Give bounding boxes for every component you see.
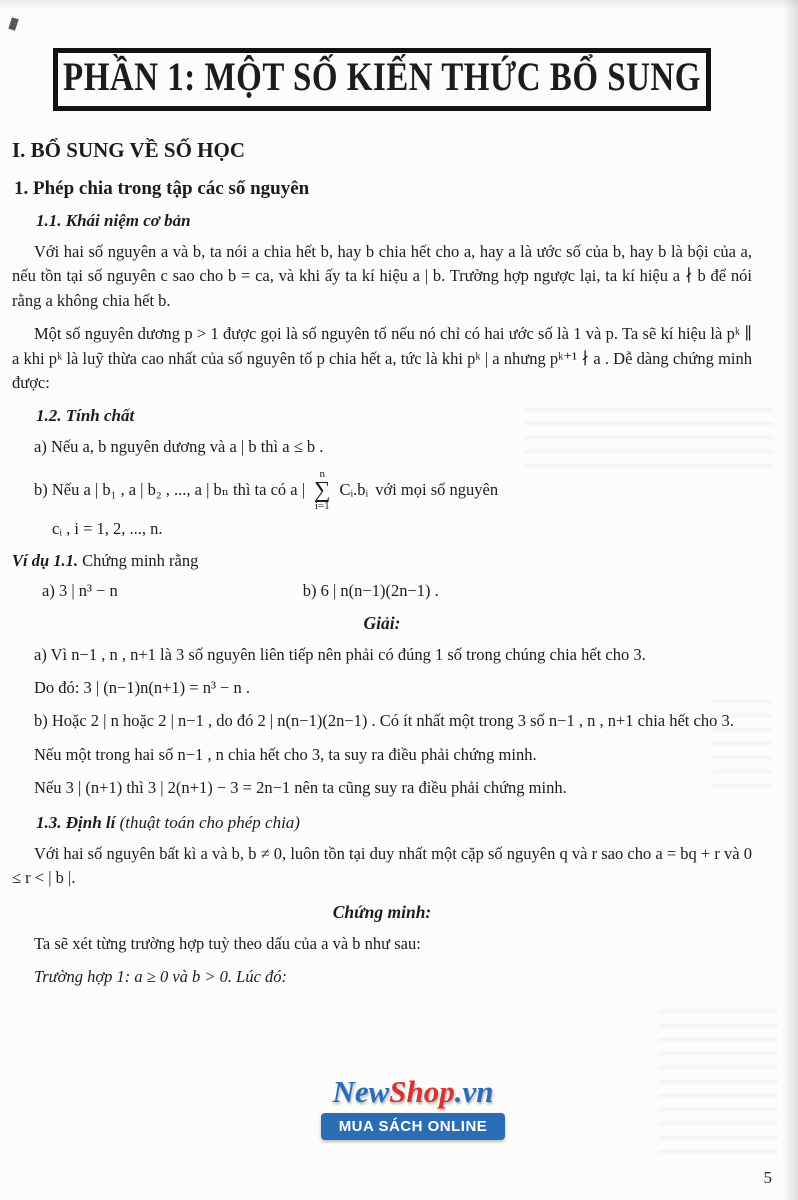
- theorem-statement: Với hai số nguyên bất kì a và b, b ≠ 0, luôn tồn tại duy nhất một cặp số nguyên q và r sao cho a = bq + r và 0 ≤ r < | b |.: [12, 843, 752, 887]
- solution-b-step2: Nếu một trong hai số n−1 , n chia hết cho 3, ta suy ra điều phải chứng minh.: [34, 744, 537, 764]
- sigma-glyph: ∑: [314, 476, 331, 502]
- summation-upper-limit: n: [319, 467, 325, 480]
- property-b-continuation: cᵢ , i = 1, 2, ..., n.: [52, 518, 163, 538]
- scan-shadow-top: [0, 0, 798, 10]
- summation-lower-limit: i=1: [314, 499, 330, 512]
- section-heading: 1. Phép chia trong tập các số nguyên: [14, 178, 310, 199]
- property-b-suffix: với mọi số nguyên: [375, 480, 499, 500]
- proof-intro: Ta sẽ xét từng trường hợp tuỳ theo dấu của a và b như sau:: [34, 934, 421, 954]
- logo-text-new: New: [332, 1074, 390, 1109]
- example-statement-b: b) 6 | n(n−1)(2n−1) .: [302, 580, 439, 600]
- summation-symbol: [314, 469, 330, 512]
- summation-term: Cᵢ.bᵢ: [339, 480, 369, 500]
- example-statements: [12, 581, 752, 601]
- chapter-heading: I. BỔ SUNG VỀ SỐ HỌC: [12, 138, 245, 162]
- page-content: [0, 48, 798, 989]
- solution-a-step2: Do đó: 3 | (n−1)n(n+1) = n³ − n .: [34, 677, 250, 697]
- theorem-note: (thuật toán cho phép chia): [115, 812, 300, 832]
- logo-text-shop: Shop: [389, 1074, 455, 1109]
- paragraph-definition-divisibility: Với hai số nguyên a và b, ta nói a chia hết b, hay b chia hết cho a, hay a là ước số của b, hay b là bội của a, nếu tồn tại số nguyên c sao cho b = ca, và khi ấy ta kí hiệu a | b. Trường hợp ngược lại, ta kí hiệu a ∤ b để nói rằng a không chia hết b.: [12, 242, 752, 310]
- paragraph-prime-notation: Một số nguyên dương p > 1 được gọi là số nguyên tố nếu nó chỉ có hai ước số là 1 và p. Ta sẽ kí hiệu là pᵏ ∥ a khi pᵏ là luỹ thừa cao nhất của số nguyên tố p chia hết a, tức là khi pᵏ | a nhưng pᵏ⁺¹ ∤ a . Dễ dàng chứng minh được:: [12, 324, 752, 393]
- property-b-prefix: b) Nếu a | b₁ , a | b₂ , ..., a | bₙ thì ta có a |: [34, 480, 306, 500]
- proof-case-1: Trường hợp 1: a ≥ 0 và b > 0. Lúc đó:: [34, 966, 288, 986]
- subsection-1-3-heading: [36, 813, 752, 833]
- example-1-1-heading: [12, 551, 752, 571]
- subsection-1-2-heading: 1.2. Tính chất: [36, 406, 135, 426]
- theorem-label: 1.3. Định lí: [36, 812, 116, 832]
- proof-label: Chứng minh:: [332, 902, 432, 923]
- property-b-line: [12, 469, 752, 512]
- solution-b-step1: b) Hoặc 2 | n hoặc 2 | n−1 , do đó 2 | n(n−1)(2n−1) . Có ít nhất một trong 3 số n−1 , n , n+1 chia hết cho 3.: [34, 711, 734, 731]
- page-number: 5: [763, 1168, 772, 1187]
- newshop-banner: MUA SÁCH ONLINE: [321, 1113, 506, 1140]
- newshop-logo: [298, 1076, 528, 1107]
- example-text: Chứng minh rằng: [78, 550, 199, 570]
- newshop-watermark: [298, 1076, 528, 1140]
- solution-b-step3: Nếu 3 | (n+1) thì 3 | 2(n+1) − 3 = 2n−1 nên ta cũng suy ra điều phải chứng minh.: [34, 778, 567, 798]
- solution-label: Giải:: [363, 612, 401, 633]
- solution-a-step1: a) Vì n−1 , n , n+1 là 3 số nguyên liên tiếp nên phải có đúng 1 số trong chúng chia hết cho 3.: [34, 644, 646, 664]
- example-statement-a: a) 3 | n³ − n: [42, 580, 118, 600]
- subsection-1-1-heading: 1.1. Khái niệm cơ bản: [36, 211, 191, 230]
- example-label: Ví dụ 1.1.: [12, 550, 79, 570]
- logo-text-vn: .vn: [454, 1074, 494, 1109]
- part-title-box: [53, 48, 711, 111]
- part-title: PHẦN 1: MỘT SỐ KIẾN THỨC BỔ SUNG: [63, 55, 701, 100]
- page-bleed-through: [658, 1010, 778, 1160]
- scan-artifact: [8, 17, 18, 31]
- property-a: a) Nếu a, b nguyên dương và a | b thì a ≤ b .: [34, 437, 324, 457]
